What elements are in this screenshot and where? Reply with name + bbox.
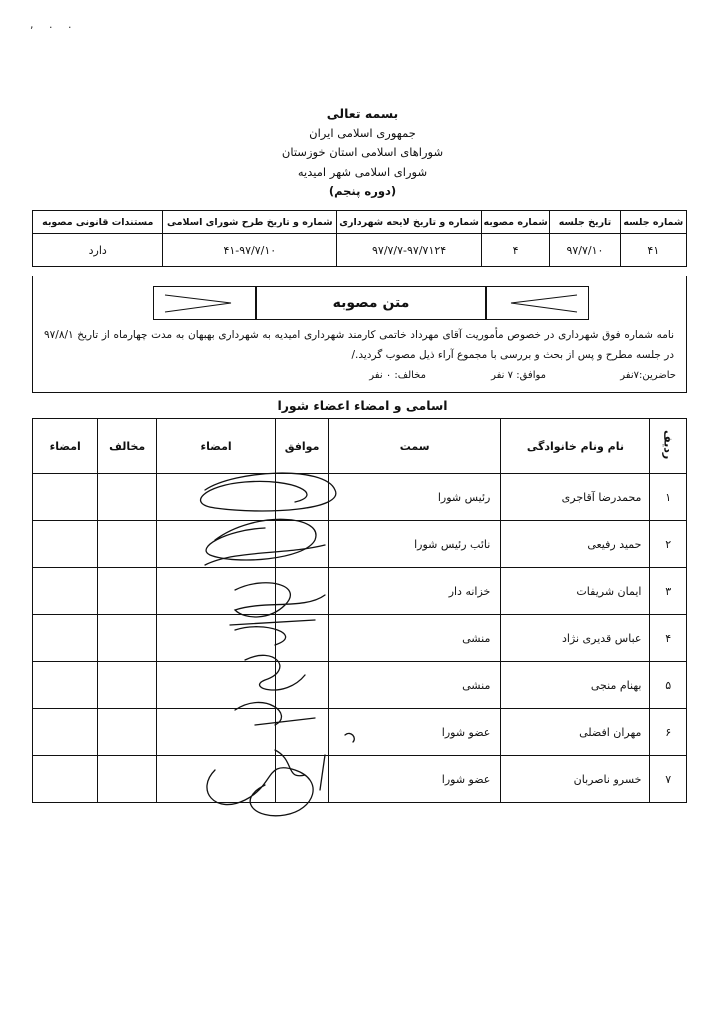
meta-value-row <box>33 234 687 267</box>
table-row <box>33 474 687 521</box>
meta-header-session-date: تاریخ جلسه <box>550 211 620 234</box>
agree-cell <box>276 474 329 521</box>
agree-cell <box>276 756 329 803</box>
signature-cell <box>156 615 275 662</box>
oppose-cell <box>98 474 157 521</box>
meta-session-number: ۴۱ <box>620 234 686 267</box>
members-header-position: سمت <box>328 419 500 474</box>
agree-cell <box>276 568 329 615</box>
members-header-agree: موافق <box>276 419 329 474</box>
signature-cell-2 <box>33 756 98 803</box>
header-bismillah: بسمه تعالی <box>326 106 399 121</box>
header-city-council: شورای اسلامی شهر امیدیه <box>297 164 428 179</box>
signature-cell <box>156 756 275 803</box>
header-country: جمهوری اسلامی ایران <box>309 125 416 140</box>
members-header-name: نام ونام خانوادگی <box>501 419 650 474</box>
meta-bill-number-date: ۹۷/۷/۷-۹۷/۷۱۲۴ <box>337 234 482 267</box>
member-name: ایمان شریفات <box>501 568 650 615</box>
header-province-councils: شوراهای اسلامی استان خوزستان <box>281 145 444 159</box>
meta-header-bill-number-date: شماره و تاریخ لایحه شهرداری <box>337 211 482 234</box>
row-number: ۶ <box>650 709 687 756</box>
member-position: خزانه دار <box>328 568 500 615</box>
signature-cell <box>156 709 275 756</box>
members-header-row-number: ردیف <box>650 419 687 474</box>
member-name: عباس قدیری نژاد <box>501 615 650 662</box>
ribbon-left-decoration <box>153 286 257 320</box>
meta-header-legal-documents: مستندات قانونی مصوبه <box>33 211 163 234</box>
vote-present: حاضرین:۷نفر <box>620 370 676 381</box>
row-number: ۱ <box>650 474 687 521</box>
members-header-oppose: مخالف <box>98 419 157 474</box>
vote-agree: موافق: ۷ نفر <box>491 370 546 381</box>
table-row <box>33 756 687 803</box>
oppose-cell <box>98 756 157 803</box>
table-row <box>33 615 687 662</box>
members-header-row <box>33 419 687 474</box>
header-term: (دوره پنجم) <box>328 184 397 198</box>
agree-cell <box>276 521 329 568</box>
member-name: بهنام منجی <box>501 662 650 709</box>
signature-cell <box>156 662 275 709</box>
meta-resolution-number: ۴ <box>481 234 549 267</box>
signature-cell-2 <box>33 474 98 521</box>
meta-header-plan-number-date: شماره و تاریخ طرح شورای اسلامی <box>163 211 337 234</box>
signature-cell-2 <box>33 615 98 662</box>
meta-header-row <box>33 211 687 234</box>
signature-cell-2 <box>33 709 98 756</box>
resolution-box <box>32 276 687 393</box>
table-row <box>33 662 687 709</box>
meta-session-date: ۹۷/۷/۱۰ <box>550 234 620 267</box>
members-table <box>32 418 687 803</box>
resolution-title: متن مصوبه <box>255 286 487 320</box>
oppose-cell <box>98 568 157 615</box>
oppose-cell <box>98 521 157 568</box>
agree-cell <box>276 615 329 662</box>
session-meta-table <box>32 210 687 267</box>
member-name: خسرو ناصربان <box>501 756 650 803</box>
meta-legal-documents: دارد <box>33 234 163 267</box>
members-header-signature-2: امضاء <box>33 419 98 474</box>
oppose-cell <box>98 615 157 662</box>
vote-oppose: مخالف: ۰ نفر <box>369 370 426 381</box>
row-number: ۳ <box>650 568 687 615</box>
meta-plan-number-date: ۴۱-۹۷/۷/۱۰ <box>163 234 337 267</box>
agree-cell <box>276 709 329 756</box>
member-position: عضو شورا <box>328 756 500 803</box>
signature-cell-2 <box>33 568 98 615</box>
member-position: نائب رئیس شورا <box>328 521 500 568</box>
meta-header-resolution-number: شماره مصوبه <box>481 211 549 234</box>
signature-cell-2 <box>33 662 98 709</box>
row-number: ۴ <box>650 615 687 662</box>
ribbon-right-decoration <box>485 286 589 320</box>
row-number: ۷ <box>650 756 687 803</box>
member-name: محمدرضا آقاجری <box>501 474 650 521</box>
signature-cell <box>156 568 275 615</box>
resolution-text: نامه شماره فوق شهرداری در خصوص مأموریت آقای مهرداد خاتمی کارمند شهرداری امیدیه به شهرداری بهبهان به مدت چهارماه از تاریخ ۹۷/۸/۱ در جلسه مطرح و پس از بحث و بررسی با مجموع آراء ذیل مصوب گردید./ <box>44 329 674 361</box>
member-position: منشی <box>328 615 500 662</box>
member-name: حمید رفیعی <box>501 521 650 568</box>
signature-cell <box>156 521 275 568</box>
row-number: ۵ <box>650 662 687 709</box>
vote-summary <box>46 370 676 381</box>
members-title: اسامی و امضاء اعضاء شورا <box>277 398 448 413</box>
oppose-cell <box>98 662 157 709</box>
table-row <box>33 521 687 568</box>
table-row <box>33 568 687 615</box>
row-number: ۲ <box>650 521 687 568</box>
document-header <box>0 104 725 202</box>
member-position: منشی <box>328 662 500 709</box>
table-row <box>33 709 687 756</box>
oppose-cell <box>98 709 157 756</box>
member-name: مهران افضلی <box>501 709 650 756</box>
member-position: رئیس شورا <box>328 474 500 521</box>
member-position: عضو شورا <box>328 709 500 756</box>
signature-cell-2 <box>33 521 98 568</box>
signature-cell <box>156 474 275 521</box>
members-header-signature: امضاء <box>156 419 275 474</box>
meta-header-session-number: شماره جلسه <box>620 211 686 234</box>
scan-specks: , . . <box>30 18 78 31</box>
agree-cell <box>276 662 329 709</box>
